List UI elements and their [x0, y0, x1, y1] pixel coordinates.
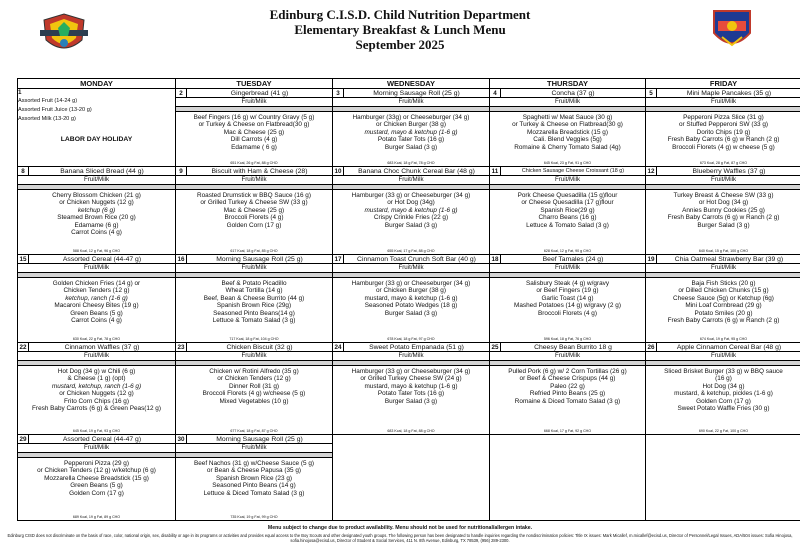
nutrition-summary: 628 Kcal, 12 g Fat, 90 g CHO — [543, 249, 592, 253]
lunch-item: Carrot Coins (4 g) — [71, 229, 122, 237]
breakfast-row — [176, 343, 332, 352]
breakfast-sides: Fruit/Milk — [710, 264, 737, 271]
day-number: 29 — [18, 435, 29, 443]
lunch-item: or Chicken Nuggets (12 g) — [59, 199, 134, 207]
menu-disclaimer: Menu subject to change due to product availability. Menu should not be used for nutritional/allergen intake. — [267, 525, 533, 531]
breakfast-sides: Fruit/Milk — [710, 98, 737, 105]
holiday-item: Assorted Fruit Juice (13-20 g) — [18, 106, 92, 113]
nutrition-summary: 651 Kcal, 26 g Fat, 88 g CHO — [230, 161, 278, 165]
lunch-list — [646, 190, 800, 230]
lunch-item: Potato Smiles (20 g) — [694, 309, 753, 317]
nutrition-summary: 717 Kcal, 18 g Fat, 104 g CHO — [229, 337, 279, 341]
lunch-item: Cheese Sauce (5g) or Ketchup (6g) — [673, 294, 774, 302]
breakfast-row — [176, 435, 332, 444]
nutrition-summary: 617 Kcal, 18 g Fat, 85 g CHO — [230, 249, 278, 253]
lunch-item: Romaine & Cherry Tomato Salad (4g) — [514, 143, 621, 151]
day-header-wednesday: WEDNESDAY — [333, 79, 490, 89]
lunch-item: Hamburger (33 g) or Cheeseburger (34 g) — [351, 279, 471, 287]
lunch-item: Romaine & Diced Tomato Salad (3 g) — [514, 397, 621, 405]
breakfast-sides: Fruit/Milk — [241, 444, 267, 451]
lunch-list — [18, 366, 175, 414]
breakfast-row — [646, 167, 800, 176]
lunch-item: Green Beans (5 g) — [70, 482, 123, 490]
lunch-item: Frito Corn Chips (16 g) — [64, 397, 129, 405]
nutrition-summary: 645 Kcal, 19 g Fat, 93 g CHO — [72, 429, 121, 433]
lunch-item: Steamed Brown Rice (20 g) — [57, 214, 136, 222]
breakfast-item: Morning Sausage Roll (25 g) — [216, 256, 303, 263]
lunch-item: Broccoli Florets (4 g) w/cheese (5 g) — [202, 390, 306, 398]
lunch-item: Hamburger (33 g) or Cheeseburger (34 g) — [351, 191, 471, 199]
lunch-item: Mashed Potatoes (14 g) w/gravy (2 g) — [514, 302, 621, 310]
day-cell — [176, 89, 333, 167]
lunch-item: Carrot Coins (4 g) — [71, 317, 122, 325]
lunch-list — [333, 190, 489, 230]
lunch-item: ketchup (6 g) — [77, 206, 116, 214]
lunch-list — [333, 366, 489, 406]
lunch-item: mustard, mayo & ketchup (1-6 g) — [364, 382, 458, 390]
lunch-item: Beef & Potato Picadillo — [221, 279, 287, 287]
lunch-list — [490, 278, 645, 318]
lunch-item: Spanish Brown Rice (23 g) — [215, 474, 292, 482]
day-cell — [333, 343, 490, 435]
lunch-item: Golden Chicken Fries (14 g) or — [52, 279, 141, 287]
lunch-item: Pork Cheese Quesadilla (15 g)flour — [517, 191, 618, 199]
lunch-list — [333, 278, 489, 318]
breakfast-row — [18, 167, 175, 176]
day-cell — [646, 435, 800, 521]
lunch-item: or Chicken Burger (38 g) — [376, 121, 446, 129]
day-cell — [18, 435, 176, 521]
lunch-item: or Dilled Chicken Chunks (15 g) — [678, 287, 769, 295]
lunch-item: Hamburger (33g) or Cheeseburger (34 g) — [352, 113, 470, 121]
lunch-item: Beef Fingers (16 g) w/ Country Gravy (5 g) — [193, 113, 315, 121]
nutrition-summary: 655 Kcal, 17 g Fat, 88 g CHO — [387, 249, 435, 253]
lunch-item: Hot Dog (34 g) w Chili (6 g) — [57, 367, 136, 375]
day-cell — [490, 255, 646, 343]
breakfast-sides: Fruit/Milk — [83, 352, 110, 359]
day-number: 9 — [176, 167, 187, 175]
day-cell — [646, 255, 800, 343]
breakfast-item: Gingerbread (41 g) — [230, 90, 289, 97]
lunch-list — [18, 278, 175, 326]
lunch-item: or Cheese Quesadilla (17 g)flour — [521, 199, 614, 207]
day-cell — [176, 255, 333, 343]
day-cell — [176, 167, 333, 255]
lunch-item: Pepperoni Pizza (29 g) — [63, 459, 129, 467]
day-number: 10 — [333, 167, 344, 175]
lunch-item: Fresh Baby Carrots (6 g) w Ranch (2 g) — [667, 317, 780, 325]
lunch-item: or Bean & Cheese Papusa (35 g) — [206, 467, 302, 475]
breakfast-sides: Fruit/Milk — [241, 264, 267, 271]
day-number: 2 — [176, 89, 187, 97]
lunch-item: or Turkey & Cheese on Flatbread(30 g) — [512, 121, 623, 129]
lunch-item: Annies Bunny Cookies (25 g) — [682, 206, 765, 214]
breakfast-row — [176, 255, 332, 264]
breakfast-row — [646, 255, 800, 264]
lunch-item: Wheat Tortilla (14 g) — [225, 287, 283, 295]
lunch-item: Broccoli Florets (4 g) — [224, 214, 284, 222]
lunch-item: Fresh Baby Carrots (6 g) w Ranch (2 g) — [667, 136, 780, 144]
lunch-list — [646, 112, 800, 152]
breakfast-item: Banana Sliced Bread (44 g) — [60, 168, 144, 175]
day-number: 16 — [176, 255, 187, 263]
breakfast-item: Sweet Potato Empanada (51 g) — [369, 344, 464, 351]
holiday-item: Assorted Fruit (14-24 g) — [18, 97, 78, 104]
lunch-item: Hamburger (33 g) or Cheeseburger (34 g) — [351, 367, 471, 375]
lunch-item: ketchup, ranch (1-6 g) — [65, 294, 128, 302]
lunch-item: mustard, mayo & ketchup (1-6 g) — [364, 128, 458, 136]
lunch-item: Baja Fish Sticks (20 g) — [691, 279, 756, 287]
lunch-item: Seasoned Pinto Beans (14 g) — [212, 482, 296, 490]
lunch-item: Potato Tater Tots (16 g) — [377, 390, 445, 398]
breakfast-row — [333, 89, 489, 98]
nutrition-summary: 596 Kcal, 18 g Fat, 76 g CHO — [543, 337, 592, 341]
breakfast-item: Concha (37 g) — [551, 90, 595, 97]
day-cell — [18, 255, 176, 343]
nutrition-summary: 690 Kcal, 22 g Fat, 100 g CHO — [698, 429, 749, 433]
lunch-item: Broccoli Florets (4 g) — [538, 309, 597, 317]
lunch-item: Fresh Baby Carrots (6 g) w Ranch (2 g) — [667, 214, 780, 222]
day-cell — [333, 89, 490, 167]
day-cell — [176, 343, 333, 435]
lunch-item: Mac & Cheese (25 g) — [223, 206, 285, 214]
nutrition-summary: 678 Kcal, 18 g Fat, 97 g CHO — [387, 337, 435, 341]
breakfast-sides: Fruit/Milk — [398, 352, 424, 359]
lunch-item: Pepperoni Pizza Slice (31 g) — [683, 113, 764, 121]
day-number: 12 — [646, 167, 657, 175]
lunch-item: Beef, Bean & Cheese Burrito (44 g) — [203, 294, 305, 302]
lunch-item: mustard, ketchup, ranch (1-6 g) — [51, 382, 142, 390]
breakfast-item: Blueberry Waffles (37 g) — [692, 168, 766, 175]
breakfast-sides: Fruit/Milk — [554, 176, 581, 183]
breakfast-item: Mini Maple Pancakes (35 g) — [686, 90, 772, 97]
lunch-item: Paleo (22 g) — [550, 382, 585, 390]
day-number: 17 — [333, 255, 344, 263]
breakfast-item: Cheesy Bean Burrito 18 g — [534, 344, 612, 351]
lunch-item: Golden Corn (17 g) — [226, 221, 282, 229]
breakfast-item: Banana Choc Chunk Cereal Bar (48 g) — [358, 168, 475, 175]
lunch-item: mustard, mayo & ketchup (1-6 g) — [364, 294, 458, 302]
holiday-label: LABOR DAY HOLIDAY — [60, 135, 133, 143]
lunch-item: Lettuce & Tomato Salad (3 g) — [526, 221, 609, 229]
lunch-item: (16 g) — [715, 375, 732, 383]
lunch-item: or Beef & Cheese Crispups (44 g) — [519, 375, 616, 383]
lunch-item: Crispy Crinkle Fries (22 g) — [373, 214, 449, 222]
lunch-list — [646, 278, 800, 326]
lunch-item: Lettuce & Tomato Salad (3 g) — [212, 317, 296, 325]
day-number: 15 — [18, 255, 29, 263]
lunch-item: Burger Salad (3 g) — [384, 221, 438, 229]
breakfast-row — [176, 167, 332, 176]
lunch-list — [18, 458, 175, 498]
lunch-item: or Hot Dog (34g) — [387, 199, 435, 207]
day-cell — [18, 89, 176, 167]
lunch-item: Burger Salad (3 g) — [384, 309, 438, 317]
breakfast-item: Beef Tamales (24 g) — [542, 256, 604, 263]
breakfast-sides: Fruit/Milk — [398, 176, 424, 183]
breakfast-row — [18, 435, 175, 444]
lunch-item: Refried Pinto Beans (25 g) — [529, 390, 606, 398]
nutrition-summary: 668 Kcal, 17 g Fat, 92 g CHO — [543, 429, 592, 433]
breakfast-row — [490, 89, 645, 98]
lunch-item: Hot Dog (34 g) — [702, 382, 745, 390]
breakfast-sides: Fruit/Milk — [398, 264, 424, 271]
lunch-item: or Chicken Nuggets (12 g) — [59, 390, 134, 398]
day-number: 4 — [490, 89, 501, 97]
day-cell — [18, 343, 176, 435]
day-number: 23 — [176, 343, 187, 351]
day-cell — [490, 89, 646, 167]
day-cell — [333, 435, 490, 521]
lunch-item: Beef Nachos (31 g) w/Cheese Sauce (5 g) — [193, 459, 315, 467]
lunch-item: Golden Corn (17 g) — [696, 397, 751, 405]
breakfast-row — [646, 89, 800, 98]
day-cell — [333, 167, 490, 255]
day-cell — [176, 435, 333, 521]
day-number: 5 — [646, 89, 657, 97]
lunch-item: Chicken Tenders (12 g) — [63, 287, 130, 295]
lunch-item: Turkey Breast & Cheese SW (33 g) — [673, 191, 774, 199]
district-logo-left — [38, 10, 90, 56]
day-number: 22 — [18, 343, 29, 351]
day-header-monday: MONDAY — [18, 79, 176, 89]
day-number: 3 — [333, 89, 344, 97]
breakfast-item: Cinnamon Toast Crunch Soft Bar (40 g) — [357, 256, 476, 263]
breakfast-row — [490, 167, 645, 176]
lunch-item: Sweet Potato Waffle Fries (30 g) — [677, 405, 770, 413]
day-number: 18 — [490, 255, 501, 263]
nutrition-summary: 640 Kcal, 15 g Fat, 100 g CHO — [698, 249, 749, 253]
lunch-item: Mozzarella Cheese Breadstick (15 g) — [44, 474, 149, 482]
breakfast-sides: Fruit/Milk — [554, 352, 581, 359]
nondiscrimination-footer: Edinburg CISD does not discriminate on the basis of race, color, national origin, sex, disability or age in its programs or activities and provides equal access to the Boy Scouts and other designated youth groups. The following person has been designated to handle inquiries regarding the nondiscrimination policies: Title IX issues: Mark Micallef, m.micallef@ecisd.us, Director of Personnel/Legal Issues, ADA/504 issues: Sofia Hinojosa, sofia.hinojosa@ecisd.us, Director of Student & Social Services, 411 N. 8th Avenue, Edinburg, TX 78539, (956) 289-2300. — [7, 533, 793, 544]
breakfast-row — [176, 89, 332, 98]
lunch-item: or Stuffed Pepperoni SW (33 g) — [678, 121, 769, 129]
menu-header — [0, 0, 800, 62]
breakfast-row — [333, 167, 489, 176]
header-title-line-2: Elementary Breakfast & Lunch Menu — [294, 22, 506, 37]
lunch-list — [646, 366, 800, 414]
lunch-item: mustard, & ketchup, pickles (1-6 g) — [674, 390, 773, 398]
breakfast-row — [490, 343, 645, 352]
day-cell — [646, 343, 800, 435]
lunch-item: Charro Beans (16 g) — [538, 214, 597, 222]
day-cell — [646, 89, 800, 167]
lunch-item: Spaghetti w/ Meat Sauce (30 g) — [522, 113, 613, 121]
day-header-thursday: THURSDAY — [490, 79, 646, 89]
day-number: 24 — [333, 343, 344, 351]
breakfast-item: Biscuit with Ham & Cheese (28) — [211, 168, 308, 175]
lunch-item: Burger Salad (3 g) — [384, 397, 438, 405]
lunch-item: Mini Loaf Cornbread (29 g) — [685, 302, 762, 310]
day-number: 1 — [18, 89, 22, 96]
breakfast-item: Assorted Cereal (44-47 g) — [62, 256, 142, 263]
day-header-tuesday: TUESDAY — [176, 79, 333, 89]
lunch-item: Seasoned Potato Wedges (18 g) — [364, 302, 458, 310]
day-cell — [490, 435, 646, 521]
nutrition-summary: 674 Kcal, 19 g Fat, 95 g CHO — [699, 337, 748, 341]
lunch-item: Cali. Blend Veggies (5g) — [533, 136, 602, 144]
lunch-item: Dill Carrots (4 g) — [230, 136, 278, 144]
lunch-item: Spanish Rice(29 g) — [540, 206, 595, 214]
nutrition-summary: 588 Kcal, 12 g Fat, 96 g CHO — [72, 249, 121, 253]
lunch-item: or Chicken Burger (38 g) — [376, 287, 446, 295]
breakfast-sides: Fruit/Milk — [554, 264, 581, 271]
lunch-item: Green Beans (5 g) — [70, 309, 123, 317]
lunch-item: Burger Salad (3 g) — [697, 221, 750, 229]
breakfast-item: Morning Sausage Roll (25 g) — [216, 436, 303, 443]
lunch-item: or Chicken Tenders (12 g) — [217, 375, 291, 383]
breakfast-sides: Fruit/Milk — [241, 98, 267, 105]
lunch-item: or Turkey & Cheese on Flatbread(30 g) — [198, 121, 310, 129]
day-number: 25 — [490, 343, 501, 351]
lunch-item: Cherry Blossom Chicken (21 g) — [52, 191, 141, 199]
lunch-item: Mozzarella Breadstick (15 g) — [527, 128, 608, 136]
lunch-list — [176, 366, 332, 406]
lunch-item: Dinner Roll (31 g) — [228, 382, 280, 390]
breakfast-item: Cinnamon Waffles (37 g) — [64, 344, 140, 351]
nutrition-summary: 683 Kcal, 18 g Fat, 88 g CHO — [387, 429, 435, 433]
lunch-item: Fresh Baby Carrots (6 g) & Green Peas(12 g) — [32, 405, 161, 413]
breakfast-row — [490, 255, 645, 264]
day-number: 30 — [176, 435, 187, 443]
breakfast-sides: Fruit/Milk — [241, 176, 267, 183]
lunch-list — [176, 278, 332, 326]
lunch-item: or Grilled Turkey Cheese SW (24 g) — [360, 375, 462, 383]
breakfast-sides: Fruit/Milk — [398, 98, 424, 105]
lunch-item: Macaroni Cheesy Bites (19 g) — [54, 302, 139, 310]
day-cell — [646, 167, 800, 255]
lunch-list — [490, 112, 645, 152]
lunch-item: Dorito Chips (19 g) — [696, 128, 751, 136]
lunch-item: Mac & Cheese (25 g) — [223, 128, 285, 136]
lunch-item: Edamame (6 g) — [74, 221, 119, 229]
lunch-item: Potato Tater Tots (16 g) — [377, 136, 445, 144]
lunch-item: Sliced Brisket Burger (33 g) w BBQ sauce — [664, 367, 783, 375]
lunch-item: or Beef Fingers (19 g) — [536, 287, 599, 295]
lunch-item: Mixed Vegetables (10 g) — [219, 397, 289, 405]
lunch-item: mustard, mayo & ketchup (1-6 g) — [364, 206, 458, 214]
breakfast-item: Apple Cinnamon Cereal Bar (48 g) — [676, 344, 782, 351]
lunch-item: Roasted Drumstick w BBQ Sauce (16 g) — [196, 191, 311, 199]
lunch-item: or Chicken Tenders (12 g) w/ketchup (6 g) — [37, 467, 156, 475]
lunch-list — [18, 190, 175, 238]
breakfast-sides: Fruit/Milk — [554, 98, 581, 105]
breakfast-item: Chicken Biscuit (32 g) — [226, 344, 293, 351]
nutrition-summary: 673 Kcal, 28 g Fat, 87 g CHO — [699, 161, 748, 165]
breakfast-sides: Fruit/Milk — [83, 176, 110, 183]
breakfast-row — [333, 255, 489, 264]
breakfast-sides: Fruit/Milk — [710, 176, 737, 183]
day-header-friday: FRIDAY — [646, 79, 800, 89]
nutrition-summary: 683 Kcal, 18 g Fat, 78 g CHO — [387, 161, 435, 165]
lunch-list — [333, 112, 489, 152]
breakfast-sides: Fruit/Milk — [83, 264, 110, 271]
nutrition-summary: 689 Kcal, 19 g Fat, 89 g CHO — [72, 515, 121, 519]
lunch-item: & Cheese (1 g) (opt) — [67, 375, 126, 383]
lunch-item: Lettuce & Diced Tomato Salad (3 g) — [203, 489, 305, 497]
lunch-list — [176, 190, 332, 230]
lunch-item: Spanish Brown Rice (29g) — [216, 302, 292, 310]
breakfast-row — [646, 343, 800, 352]
day-cell — [18, 167, 176, 255]
day-cell — [333, 255, 490, 343]
day-cell — [490, 343, 646, 435]
lunch-item: Salisbury Steak (4 g) w/gravy — [525, 279, 610, 287]
lunch-item: Seasoned Pinto Beans(14 g) — [213, 309, 295, 317]
day-number: 11 — [490, 167, 501, 175]
lunch-item: or Hot Dog (34 g) — [698, 199, 749, 207]
lunch-item: Garlic Toast (14 g) — [541, 294, 594, 302]
breakfast-sides: Fruit/Milk — [710, 352, 737, 359]
lunch-list — [490, 366, 645, 406]
lunch-list — [176, 112, 332, 152]
menu-calendar — [17, 78, 800, 521]
breakfast-item: Morning Sausage Roll (25 g) — [373, 90, 460, 97]
nutrition-summary: 630 Kcal, 22 g Fat, 78 g CHO — [72, 337, 121, 341]
day-number: 8 — [18, 167, 29, 175]
breakfast-row — [18, 255, 175, 264]
lunch-item: Broccoli Florets (4 g) w cheese (5 g) — [672, 143, 775, 151]
lunch-list — [490, 190, 645, 230]
lunch-item: Burger Salad (3 g) — [384, 143, 438, 151]
header-title-line-1: Edinburg C.I.S.D. Child Nutrition Department — [269, 7, 531, 22]
holiday-item: Assorted Milk (13-20 g) — [18, 115, 76, 122]
day-number: 19 — [646, 255, 657, 263]
lunch-item: Pulled Pork (6 g) w/ 2 Corn Tortillas (26 g) — [508, 367, 627, 375]
nutrition-summary: 677 Kcal, 18 g Fat, 87 g CHO — [230, 429, 278, 433]
lunch-item: Golden Corn (17 g) — [69, 489, 124, 497]
lunch-item: or Grilled Turkey & Cheese SW (33 g) — [200, 199, 308, 207]
day-number: 26 — [646, 343, 657, 351]
breakfast-item: Chicken Sausage Cheese Croissant (18 g) — [521, 168, 625, 174]
lunch-item: Chicken w/ Rotini Alfredo (35 g) — [209, 367, 299, 375]
breakfast-row — [18, 343, 175, 352]
lunch-item: Edamame ( 6 g) — [231, 143, 277, 151]
leading-the-way-logo — [708, 5, 756, 55]
breakfast-row — [333, 343, 489, 352]
header-title-line-3: September 2025 — [355, 37, 445, 52]
nutrition-summary: 735 Kcal, 19 g Fat, 99 g CHO — [230, 515, 278, 519]
breakfast-sides: Fruit/Milk — [83, 444, 110, 451]
nutrition-summary: 645 Kcal, 23 g Fat, 91 g CHO — [543, 161, 592, 165]
breakfast-item: Chia Oatmeal Strawberry Bar (39 g) — [674, 256, 784, 263]
day-cell — [490, 167, 646, 255]
lunch-list — [176, 458, 332, 498]
breakfast-sides: Fruit/Milk — [241, 352, 267, 359]
breakfast-item: Assorted Cereal (44-47 g) — [62, 436, 142, 443]
